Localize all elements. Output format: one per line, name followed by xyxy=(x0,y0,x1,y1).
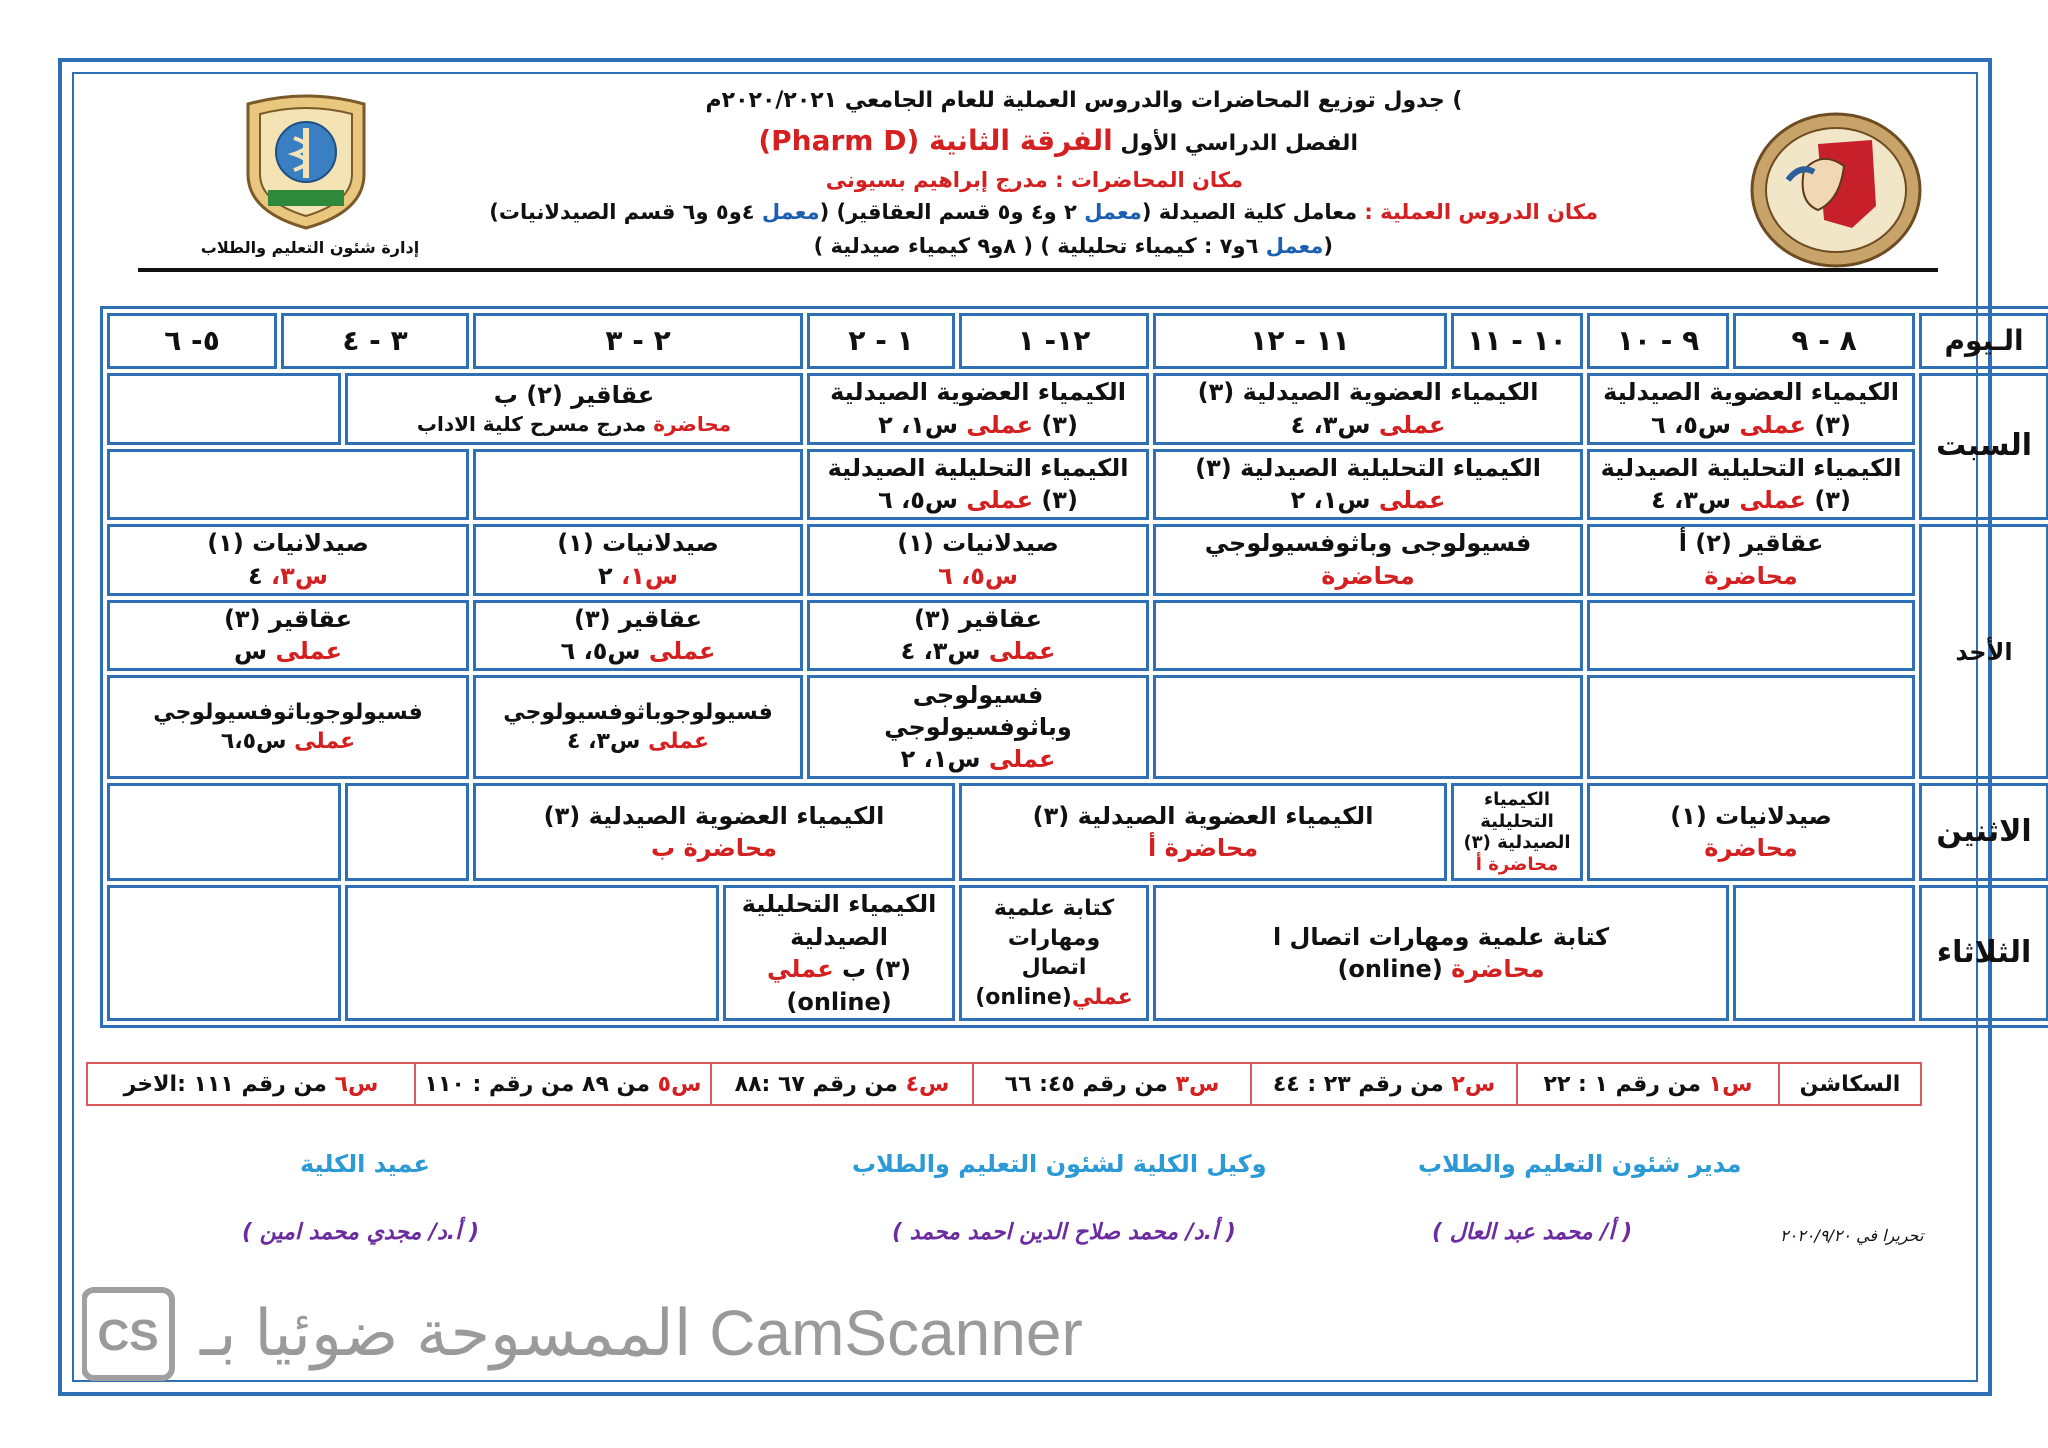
schedule-cell xyxy=(807,600,1149,672)
section-code: س٤ xyxy=(905,1071,950,1097)
schedule-table xyxy=(100,306,2048,1028)
section-range-text: من رقم ٤٥: ٦٦ xyxy=(1004,1071,1168,1097)
schedule-cell-empty xyxy=(107,783,341,881)
schedule-cell xyxy=(473,524,803,596)
course-detail xyxy=(968,832,1438,864)
session-type: محاضرة أ xyxy=(1475,854,1559,876)
course-name: صيدلانيات (١) xyxy=(557,529,719,558)
session-type: عملى xyxy=(648,637,716,666)
director-title: مدير شئون التعليم والطلاب xyxy=(1418,1150,1742,1178)
schedule-title: ) جدول توزيع المحاضرات والدروس العملية للعام الجامعي ٢٠٢٠/٢٠٢١م xyxy=(705,88,1463,113)
lab-line2-text: ٦و٧ : كيمياء تحليلية ) ( ٨و٩ كيمياء صيدلية ) xyxy=(813,234,1259,258)
schedule-cell-empty xyxy=(1733,885,1915,1021)
sections-row xyxy=(87,1063,1921,1105)
slot-header: ١ - ٢ xyxy=(807,313,955,369)
course-detail xyxy=(816,409,1140,441)
course-detail xyxy=(816,635,1140,667)
session-type: محاضرة xyxy=(1321,561,1415,590)
vice-dean-title: وكيل الكلية لشئون التعليم والطلاب xyxy=(852,1150,1267,1178)
slot-header: ١١ - ١٢ xyxy=(1153,313,1447,369)
session-type: عملى xyxy=(275,637,343,666)
table-row xyxy=(107,675,2048,779)
course-name: صيدلانيات (١) xyxy=(1670,802,1832,831)
lab-place-text1: معامل كلية الصيدلة ( xyxy=(1141,200,1358,224)
section-list: س٣، ٤ xyxy=(1651,486,1732,515)
lab-place-blue2: معمل xyxy=(761,200,820,224)
group-label: ب xyxy=(651,834,676,863)
schedule-cell-empty xyxy=(345,783,469,881)
course-name-cont: اتصال xyxy=(1021,955,1087,981)
section-list: س١، ٢ xyxy=(900,745,981,774)
schedule-cell xyxy=(807,675,1149,779)
course-detail xyxy=(1162,953,1720,985)
section-code: س١، xyxy=(621,561,678,590)
lab-place-line xyxy=(489,200,1598,224)
table-header-row xyxy=(107,313,2048,369)
day-label-saturday: السبت xyxy=(1919,373,2048,520)
course-detail xyxy=(1162,409,1574,441)
university-logo-icon xyxy=(1748,110,1924,270)
dean-name: ( أ.د/ مجدي محمد امين ) xyxy=(242,1220,479,1245)
course-name: عقاقير (٢) أ xyxy=(1678,529,1824,558)
course-detail xyxy=(482,635,794,667)
section-code: س١ xyxy=(1708,1071,1753,1097)
schedule-cell xyxy=(107,600,469,672)
course-name: الكيمياء التحليلية الصيدلية xyxy=(827,453,1129,482)
delivery-mode: (online) xyxy=(1337,955,1443,984)
day-label-monday: الاثنين xyxy=(1919,783,2048,881)
course-name: عقاقير (٢) ب xyxy=(493,381,655,410)
section-list: س٣، ٤ xyxy=(1290,410,1371,439)
lab-line2-blue: معمل xyxy=(1265,234,1324,258)
section-range xyxy=(1251,1063,1517,1105)
course-level: (٣) xyxy=(1041,486,1078,515)
course-detail xyxy=(116,560,460,592)
course-detail xyxy=(482,560,794,592)
section-range xyxy=(973,1063,1251,1105)
schedule-cell xyxy=(473,600,803,672)
header-rule xyxy=(138,268,1938,272)
lab-place-text2: ٢ و٤ و٥ قسم العقاقير) ( xyxy=(819,200,1077,224)
section-list: س٣، ٤ xyxy=(567,729,641,755)
course-name: الكيمياء التحليلية الصيدلية xyxy=(1600,453,1902,482)
schedule-cell xyxy=(1153,885,1729,1021)
schedule-cell-empty xyxy=(107,373,341,445)
section-range-text: من رقم ١١١ :الاخر xyxy=(123,1071,327,1097)
schedule-cell-empty xyxy=(345,885,719,1021)
course-detail xyxy=(482,727,794,757)
course-name: صيدلانيات (١) xyxy=(207,529,369,558)
left-logo-caption: إدارة شئون التعليم والطلاب xyxy=(200,238,420,257)
session-type: محاضرة xyxy=(1451,955,1545,984)
watermark-badge: CS xyxy=(97,1311,159,1360)
section-code: س٥ xyxy=(657,1071,702,1097)
table-row xyxy=(107,783,2048,881)
dean-title: عميد الكلية xyxy=(300,1150,430,1178)
session-type: عملي xyxy=(1071,984,1133,1010)
section-list: س٣، ٤ xyxy=(900,637,981,666)
course-name: الكيمياء العضوية الصيدلية (٣) xyxy=(543,802,885,831)
course-name: الكيمياء التحليلية xyxy=(1480,789,1554,832)
section-list: س٥، ٦ xyxy=(1651,410,1732,439)
day-column-header: الـيوم xyxy=(1919,313,2048,369)
lab-line2-open: ( xyxy=(1323,234,1333,258)
course-detail xyxy=(1162,484,1574,516)
schedule-cell-empty xyxy=(1153,600,1583,672)
course-name: الكيمياء التحليلية الصيدلية xyxy=(741,890,937,951)
course-name: الكيمياء العضوية الصيدلية (٣) xyxy=(1032,802,1374,831)
schedule-cell xyxy=(959,783,1447,881)
course-name: الكيمياء العضوية الصيدلية (٣) xyxy=(1197,378,1539,407)
slot-header: ١٠ - ١١ xyxy=(1451,313,1583,369)
schedule-cell xyxy=(1153,373,1583,445)
schedule-cell-empty xyxy=(1587,600,1915,672)
group-label: أ xyxy=(1148,834,1157,863)
course-name: فسيولوجى وباثوفسيولوجي xyxy=(1204,529,1532,558)
course-name: كتابة علمية ومهارات xyxy=(993,895,1115,951)
course-level: (٣) xyxy=(1814,486,1851,515)
section-range xyxy=(711,1063,973,1105)
lab-place-blue1: معمل xyxy=(1084,200,1142,224)
section-code: س٣ xyxy=(1175,1071,1220,1097)
vice-dean-name: ( أ.د/ محمد صلاح الدين احمد محمد ) xyxy=(892,1220,1236,1245)
lecture-place-line xyxy=(826,168,1243,192)
sections-table xyxy=(86,1062,1922,1106)
slot-header: ٣ - ٤ xyxy=(281,313,469,369)
course-detail xyxy=(482,832,946,864)
course-detail xyxy=(1596,409,1906,441)
section-range xyxy=(1517,1063,1779,1105)
session-type: عملى xyxy=(966,410,1033,439)
schedule-cell-empty xyxy=(473,449,803,521)
section-code: س٢ xyxy=(1451,1071,1496,1097)
course-name: الكيمياء العضوية الصيدلية xyxy=(1603,378,1899,407)
schedule-cell xyxy=(807,449,1149,521)
schedule-cell xyxy=(1451,783,1583,881)
session-type: عملى xyxy=(1378,410,1446,439)
lecture-place-label: مكان المحاضرات : xyxy=(1055,168,1243,192)
schedule-cell xyxy=(1587,783,1915,881)
day-label-tuesday: الثلاثاء xyxy=(1919,885,2048,1021)
schedule-cell-empty xyxy=(1153,675,1583,779)
course-level: (٣) ب xyxy=(841,955,912,984)
session-type: محاضرة xyxy=(1704,561,1798,590)
schedule-cell xyxy=(1587,524,1915,596)
course-name: عقاقير (٣) xyxy=(573,604,703,633)
course-level: (٣) xyxy=(1814,410,1851,439)
director-name: ( أ/ محمد عبد العال ) xyxy=(1432,1220,1633,1245)
course-detail xyxy=(116,727,460,757)
slot-header: ١٢- ١ xyxy=(959,313,1149,369)
course-detail xyxy=(816,484,1140,516)
course-name: عقاقير (٣) xyxy=(913,604,1043,633)
schedule-cell xyxy=(345,373,803,445)
slot-header: ٩ - ١٠ xyxy=(1587,313,1729,369)
course-name: صيدلانيات (١) xyxy=(897,529,1059,558)
section-list: س١، ٢ xyxy=(1290,486,1371,515)
course-name: كتابة علمية ومهارات اتصال ا xyxy=(1272,922,1610,951)
section-number: ٢ xyxy=(598,561,613,590)
course-name: الكيمياء العضوية الصيدلية xyxy=(830,378,1126,407)
session-type: عملى xyxy=(988,637,1056,666)
schedule-cell xyxy=(107,524,469,596)
session-type: عملى xyxy=(966,486,1033,515)
slot-header: ٥- ٦ xyxy=(107,313,277,369)
lab-place-label: مكان الدروس العملية : xyxy=(1364,200,1598,224)
session-type: محاضرة xyxy=(683,834,777,863)
session-type: محاضرة xyxy=(1704,834,1798,863)
section-number: ٤ xyxy=(248,561,263,590)
section-code: س٦ xyxy=(334,1071,379,1097)
lecture-place-value: مدرج إبراهيم بسيونى xyxy=(825,168,1048,192)
session-type: عملى xyxy=(294,729,356,755)
session-type: عملى xyxy=(1739,410,1806,439)
section-range-text: من رقم ٢٣ : ٤٤ xyxy=(1272,1071,1444,1097)
course-detail xyxy=(116,635,460,667)
schedule-cell xyxy=(1587,373,1915,445)
table-row xyxy=(107,449,2048,521)
section-range-text: من رقم ٦٧ :٨٨ xyxy=(734,1071,898,1097)
schedule-cell xyxy=(473,783,955,881)
watermark-text: الممسوحة ضوئيا بـ CamScanner xyxy=(200,1297,1083,1369)
schedule-cell-empty xyxy=(107,449,469,521)
session-type: عملى xyxy=(988,745,1056,774)
session-type: عملى xyxy=(647,729,709,755)
sections-label: السكاشن xyxy=(1779,1063,1921,1105)
session-type: محاضرة xyxy=(653,412,732,437)
schedule-cell xyxy=(959,885,1149,1021)
day-label-sunday: الأحد xyxy=(1919,524,2048,779)
schedule-cell-empty xyxy=(1587,675,1915,779)
schedule-cell xyxy=(807,524,1149,596)
course-name: فسيولوجوباثوفسيولوجي xyxy=(153,699,423,725)
section-list: س٥، ٦ xyxy=(878,486,959,515)
semester-line xyxy=(758,124,1358,157)
session-type: عملى xyxy=(1739,486,1806,515)
schedule-cell-empty xyxy=(107,885,341,1021)
slot-header: ٨ - ٩ xyxy=(1733,313,1915,369)
schedule-cell xyxy=(807,373,1149,445)
course-detail xyxy=(968,953,1140,1012)
section-range xyxy=(87,1063,415,1105)
lab-place-line2 xyxy=(814,234,1333,258)
session-type: عملى xyxy=(1378,486,1446,515)
course-name: فسيولوجوباثوفسيولوجي xyxy=(503,699,773,725)
course-name: عقاقير (٣) xyxy=(223,604,353,633)
schedule-cell xyxy=(723,885,955,1021)
table-row xyxy=(107,373,2048,445)
section-range xyxy=(415,1063,711,1105)
section-list: س xyxy=(233,637,268,666)
course-detail xyxy=(732,953,946,1018)
table-row xyxy=(107,600,2048,672)
section-range-text: من رقم ١ : ٢٢ xyxy=(1543,1071,1701,1097)
section-list: س٥، ٦ xyxy=(938,561,1018,590)
slot-header: ٢ - ٣ xyxy=(473,313,803,369)
table-row xyxy=(107,524,2048,596)
section-code: س٣، xyxy=(271,561,328,590)
section-list: س٦،٥ xyxy=(220,729,287,755)
faculty-logo-icon xyxy=(234,94,378,232)
delivery-mode: (online) xyxy=(975,984,1072,1010)
course-name: فسيولوجى وباثوفسيولوجي xyxy=(884,680,1072,742)
table-row xyxy=(107,885,2048,1021)
lab-place-text3: ٤و٥ و٦ قسم الصيدلانيات) xyxy=(489,200,755,224)
semester-group: الفرقة الثانية (Pharm D) xyxy=(758,124,1113,157)
venue: مدرج مسرح كلية الاداب xyxy=(416,412,647,437)
delivery-mode: (online) xyxy=(786,987,892,1016)
schedule-cell xyxy=(473,675,803,779)
session-type: عملي xyxy=(767,955,834,984)
section-range-text: من ٨٩ من رقم : ١١٠ xyxy=(424,1071,650,1097)
course-detail xyxy=(1596,484,1906,516)
course-name: الكيمياء التحليلية الصيدلية (٣) xyxy=(1195,453,1541,482)
course-level: (٣) xyxy=(1041,410,1078,439)
course-name-cont: الصيدلية (٣) xyxy=(1463,832,1571,854)
course-detail xyxy=(354,411,794,438)
issue-date: تحريرا في ٢٠٢٠/٩/٢٠ xyxy=(1780,1226,1924,1245)
semester-prefix: الفصل الدراسي الأول xyxy=(1120,131,1358,156)
schedule-cell xyxy=(107,675,469,779)
course-detail xyxy=(816,743,1140,775)
schedule-cell xyxy=(1153,524,1583,596)
document-header xyxy=(0,0,2048,280)
schedule-cell xyxy=(1153,449,1583,521)
schedule-cell xyxy=(1587,449,1915,521)
section-list: س١، ٢ xyxy=(878,410,959,439)
section-list: س٥، ٦ xyxy=(560,637,641,666)
session-type: محاضرة xyxy=(1164,834,1259,863)
